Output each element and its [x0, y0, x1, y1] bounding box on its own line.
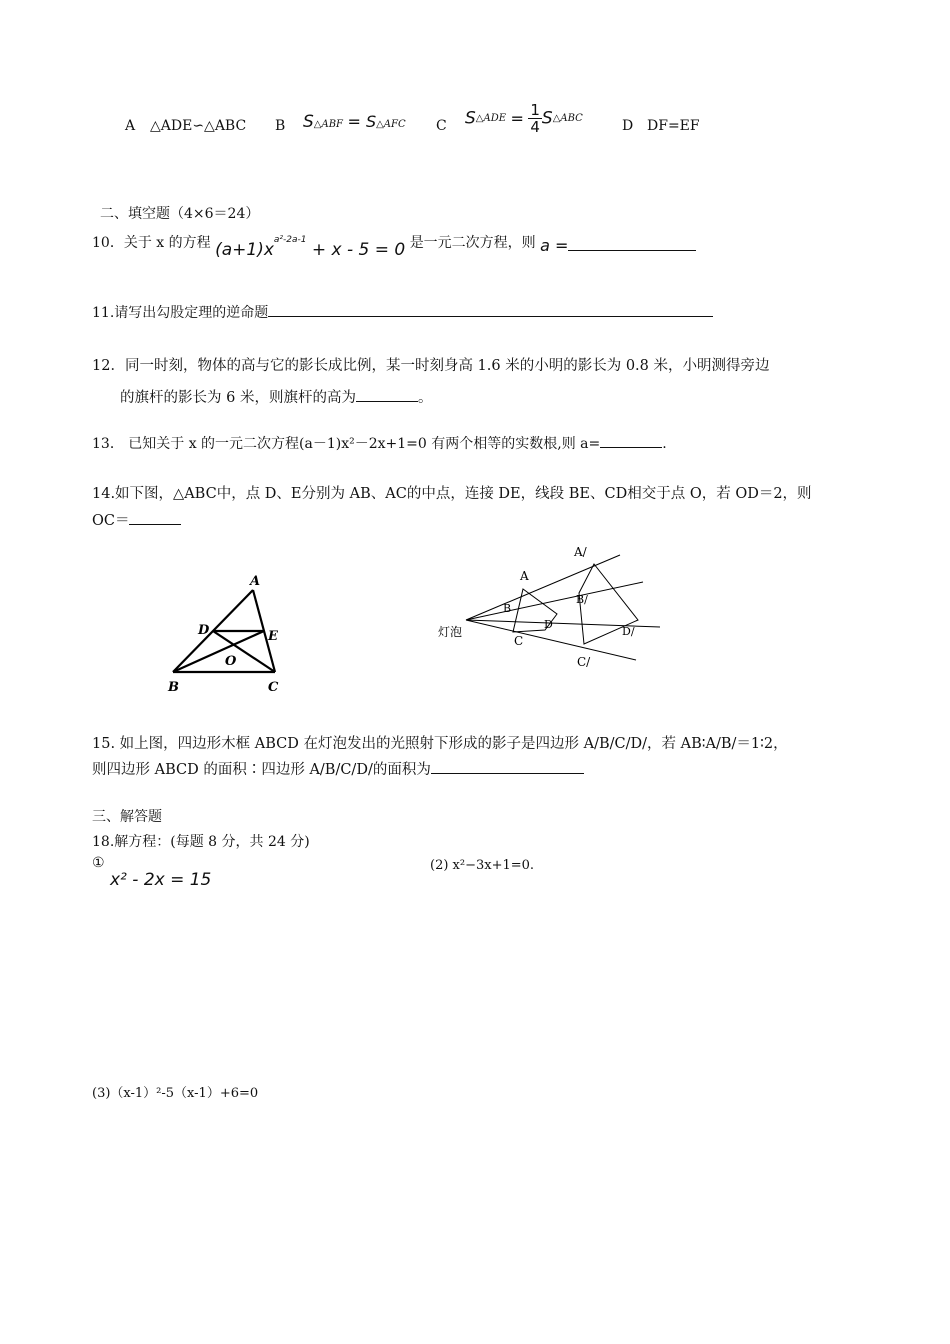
label-o: O	[225, 654, 237, 669]
q11-text: 11.请写出勾股定理的逆命题	[92, 305, 269, 321]
question-12-line2: 的旗杆的影长为 6 米，则旗杆的高为 。	[120, 390, 433, 406]
triangle-figure	[160, 568, 290, 698]
q12-answer-blank[interactable]	[356, 401, 418, 402]
ray-2	[466, 582, 643, 620]
q18-part1-mark: ①	[92, 855, 105, 871]
question-14-line2: OC＝	[92, 509, 181, 530]
label-a: A	[520, 569, 529, 583]
label-b-prime: B/	[576, 593, 588, 606]
q13-answer-blank[interactable]	[600, 447, 662, 448]
q18-part3: (3)（x-1）²-5（x-1）+6=0	[92, 1086, 259, 1101]
question-13: 13． 已知关于 x 的一元二次方程(a－1)x²－2x+1=0 有两个相等的实数根,则 a= .	[92, 436, 667, 452]
q11-answer-blank[interactable]	[268, 316, 713, 317]
shadow-figure	[430, 540, 670, 680]
option-a-text: △ADE∽△ABC	[150, 118, 247, 134]
q14-answer-blank[interactable]	[129, 524, 181, 525]
q10-formula: $(a+1)x^{a^2-2a-1} + x - 5 = 0$	[215, 235, 406, 260]
option-a-letter: A	[125, 118, 136, 134]
segment-be	[173, 631, 264, 672]
option-d-text: DF=EF	[647, 118, 700, 134]
label-c: C	[268, 680, 279, 695]
q18-part2: (2) x²−3x+1=0.	[430, 858, 535, 873]
label-d-prime: D/	[622, 625, 635, 638]
option-b-rhs-sub: △AFC	[376, 119, 406, 130]
question-15-line1: 15. 如上图，四边形木框 ABCD 在灯泡发出的光照射下形成的影子是四边形 A/B/C/D/，若 AB∶A/B/＝1∶2，	[92, 736, 788, 752]
q18-part1-formula: x² - 2x = 15	[110, 870, 212, 890]
label-a: A	[250, 574, 261, 589]
question-15-line2: 则四边形 ABCD 的面积∶四边形 A/B/C/D/的面积为	[92, 758, 584, 779]
label-b: B	[503, 602, 512, 615]
option-b-letter: B	[275, 118, 286, 134]
option-b-formula: S△ABF = S△AFC	[303, 112, 406, 132]
q10-answer-var: a =	[540, 236, 569, 255]
question-10	[92, 232, 696, 260]
option-d-letter: D	[622, 118, 634, 134]
q10-answer-blank[interactable]	[568, 250, 696, 251]
question-14-line1: 14.如下图，△ABC中，点 D、E分别为 AB、AC的中点，连接 DE，线段 BE、CD相交于点 O，若 OD＝2，则	[92, 486, 812, 502]
q10-suffix: 是一元二次方程，则	[409, 235, 536, 251]
option-c-letter: C	[436, 118, 447, 134]
label-d: D	[544, 618, 553, 631]
label-c: C	[514, 634, 524, 648]
option-c-formula: S△ADE = $\frac{1}{4}$ S△ABC	[465, 101, 583, 136]
label-d: D	[198, 623, 210, 638]
option-b-lhs-sub: △ABF	[313, 119, 343, 130]
label-a-prime: A/	[574, 545, 587, 559]
section-2-heading: 二、填空题（4×6＝24）	[100, 206, 260, 222]
section-3-heading: 三、解答题	[92, 809, 162, 825]
option-c-rhs-sub: △ABC	[552, 113, 583, 124]
q10-prefix: 10．关于 x 的方程	[92, 235, 211, 251]
option-c-lhs-sub: △ADE	[475, 113, 507, 124]
q15-answer-blank[interactable]	[431, 773, 584, 774]
label-e: E	[268, 629, 278, 644]
question-18-heading: 18.解方程：(每题 8 分，共 24 分)	[92, 834, 310, 850]
label-c-prime: C/	[577, 655, 591, 669]
ray-1	[466, 555, 620, 620]
option-c-fraction: $\frac{1}{4}$	[530, 101, 540, 136]
question-12-line1: 12．同一时刻，物体的高与它的影长成比例，某一时刻身高 1.6 米的小明的影长为 0.8 米，小明测得旁边	[92, 358, 770, 374]
label-bulb: 灯泡	[438, 625, 463, 639]
question-11	[92, 302, 713, 322]
label-b: B	[168, 680, 179, 695]
